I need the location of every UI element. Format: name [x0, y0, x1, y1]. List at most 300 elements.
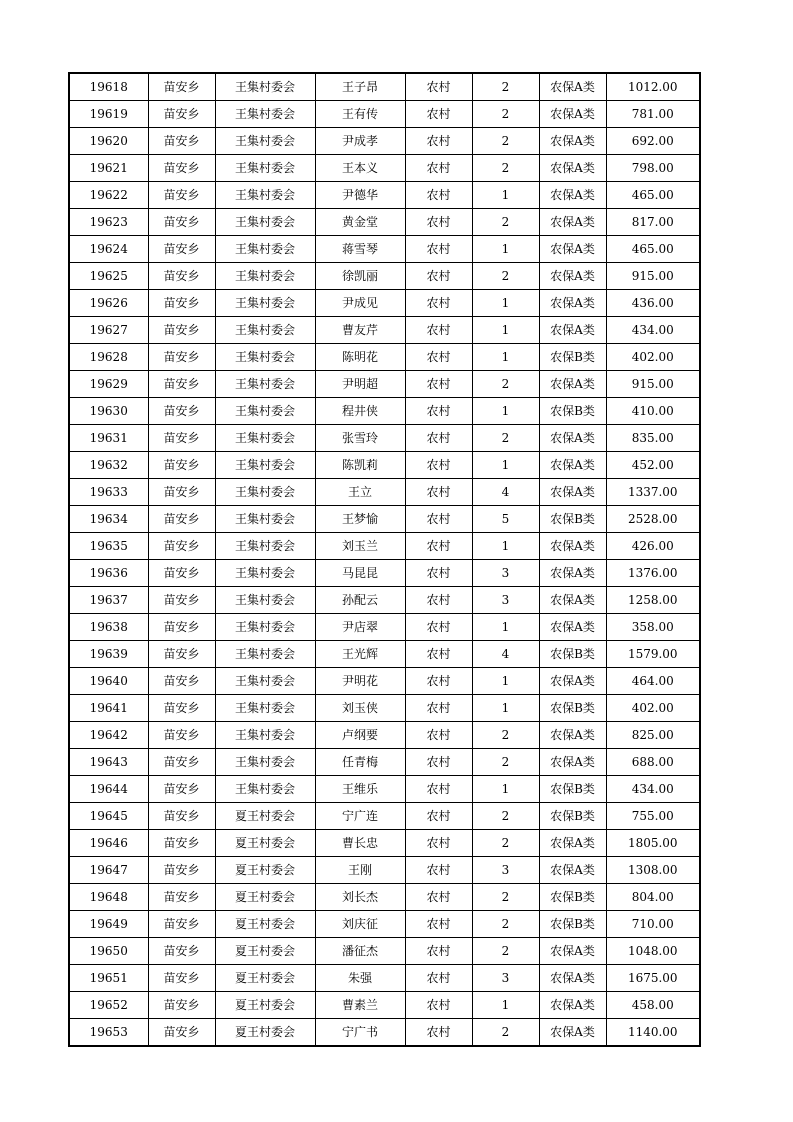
table-row	[69, 73, 700, 101]
insurance-category-cell: 农保A类	[539, 560, 606, 587]
amount-cell: 402.00	[606, 344, 700, 371]
table-row	[69, 614, 700, 641]
table-row	[69, 857, 700, 884]
record-id-cell: 19637	[69, 587, 148, 614]
record-id-cell: 19652	[69, 992, 148, 1019]
area-type-cell: 农村	[405, 73, 472, 101]
table-row	[69, 1019, 700, 1047]
village-committee-cell: 王集村委会	[215, 371, 315, 398]
village-committee-cell: 夏王村委会	[215, 803, 315, 830]
area-type-cell: 农村	[405, 884, 472, 911]
amount-cell: 817.00	[606, 209, 700, 236]
area-type-cell: 农村	[405, 344, 472, 371]
amount-cell: 915.00	[606, 263, 700, 290]
area-type-cell: 农村	[405, 857, 472, 884]
table-row	[69, 938, 700, 965]
township-cell: 苗安乡	[148, 884, 215, 911]
table-row	[69, 317, 700, 344]
amount-cell: 1805.00	[606, 830, 700, 857]
household-count-cell: 1	[472, 182, 539, 209]
amount-cell: 436.00	[606, 290, 700, 317]
area-type-cell: 农村	[405, 803, 472, 830]
area-type-cell: 农村	[405, 182, 472, 209]
area-type-cell: 农村	[405, 425, 472, 452]
table-row	[69, 425, 700, 452]
name-cell: 张雪玲	[315, 425, 405, 452]
township-cell: 苗安乡	[148, 803, 215, 830]
record-id-cell: 19627	[69, 317, 148, 344]
table-row	[69, 641, 700, 668]
insurance-category-cell: 农保A类	[539, 263, 606, 290]
household-count-cell: 2	[472, 155, 539, 182]
village-committee-cell: 王集村委会	[215, 479, 315, 506]
household-count-cell: 1	[472, 290, 539, 317]
name-cell: 陈明花	[315, 344, 405, 371]
name-cell: 尹明超	[315, 371, 405, 398]
village-committee-cell: 王集村委会	[215, 506, 315, 533]
village-committee-cell: 王集村委会	[215, 236, 315, 263]
insurance-category-cell: 农保B类	[539, 695, 606, 722]
township-cell: 苗安乡	[148, 452, 215, 479]
name-cell: 蒋雪琴	[315, 236, 405, 263]
household-count-cell: 2	[472, 371, 539, 398]
village-committee-cell: 王集村委会	[215, 398, 315, 425]
area-type-cell: 农村	[405, 560, 472, 587]
household-count-cell: 1	[472, 452, 539, 479]
township-cell: 苗安乡	[148, 73, 215, 101]
area-type-cell: 农村	[405, 695, 472, 722]
area-type-cell: 农村	[405, 830, 472, 857]
document-page	[68, 72, 699, 1047]
record-id-cell: 19633	[69, 479, 148, 506]
record-id-cell: 19635	[69, 533, 148, 560]
area-type-cell: 农村	[405, 965, 472, 992]
amount-cell: 1337.00	[606, 479, 700, 506]
name-cell: 曹素兰	[315, 992, 405, 1019]
township-cell: 苗安乡	[148, 911, 215, 938]
insurance-category-cell: 农保A类	[539, 533, 606, 560]
household-count-cell: 2	[472, 425, 539, 452]
township-cell: 苗安乡	[148, 857, 215, 884]
area-type-cell: 农村	[405, 668, 472, 695]
area-type-cell: 农村	[405, 776, 472, 803]
amount-cell: 434.00	[606, 776, 700, 803]
household-count-cell: 3	[472, 857, 539, 884]
name-cell: 任青梅	[315, 749, 405, 776]
village-committee-cell: 王集村委会	[215, 533, 315, 560]
record-id-cell: 19626	[69, 290, 148, 317]
area-type-cell: 农村	[405, 938, 472, 965]
amount-cell: 452.00	[606, 452, 700, 479]
insurance-category-cell: 农保A类	[539, 965, 606, 992]
township-cell: 苗安乡	[148, 722, 215, 749]
insurance-category-cell: 农保A类	[539, 101, 606, 128]
township-cell: 苗安乡	[148, 1019, 215, 1047]
insurance-category-cell: 农保A类	[539, 1019, 606, 1047]
area-type-cell: 农村	[405, 911, 472, 938]
record-id-cell: 19631	[69, 425, 148, 452]
township-cell: 苗安乡	[148, 479, 215, 506]
amount-cell: 410.00	[606, 398, 700, 425]
table-row	[69, 776, 700, 803]
insurance-category-cell: 农保A类	[539, 128, 606, 155]
area-type-cell: 农村	[405, 452, 472, 479]
insurance-category-cell: 农保A类	[539, 290, 606, 317]
record-id-cell: 19621	[69, 155, 148, 182]
village-committee-cell: 王集村委会	[215, 587, 315, 614]
amount-cell: 781.00	[606, 101, 700, 128]
name-cell: 程井侠	[315, 398, 405, 425]
village-committee-cell: 王集村委会	[215, 182, 315, 209]
table-row	[69, 236, 700, 263]
township-cell: 苗安乡	[148, 992, 215, 1019]
record-id-cell: 19653	[69, 1019, 148, 1047]
amount-cell: 710.00	[606, 911, 700, 938]
area-type-cell: 农村	[405, 1019, 472, 1047]
amount-cell: 825.00	[606, 722, 700, 749]
record-id-cell: 19645	[69, 803, 148, 830]
area-type-cell: 农村	[405, 236, 472, 263]
amount-cell: 1140.00	[606, 1019, 700, 1047]
village-committee-cell: 夏王村委会	[215, 830, 315, 857]
record-id-cell: 19651	[69, 965, 148, 992]
insurance-category-cell: 农保A类	[539, 452, 606, 479]
village-committee-cell: 王集村委会	[215, 695, 315, 722]
record-id-cell: 19639	[69, 641, 148, 668]
insurance-category-cell: 农保A类	[539, 938, 606, 965]
name-cell: 尹店翠	[315, 614, 405, 641]
name-cell: 王刚	[315, 857, 405, 884]
township-cell: 苗安乡	[148, 155, 215, 182]
village-committee-cell: 夏王村委会	[215, 1019, 315, 1047]
name-cell: 刘长杰	[315, 884, 405, 911]
record-id-cell: 19646	[69, 830, 148, 857]
table-row	[69, 965, 700, 992]
name-cell: 尹成见	[315, 290, 405, 317]
table-row	[69, 695, 700, 722]
name-cell: 王维乐	[315, 776, 405, 803]
township-cell: 苗安乡	[148, 614, 215, 641]
name-cell: 马昆昆	[315, 560, 405, 587]
record-id-cell: 19624	[69, 236, 148, 263]
record-id-cell: 19641	[69, 695, 148, 722]
village-committee-cell: 夏王村委会	[215, 884, 315, 911]
insurance-category-cell: 农保A类	[539, 209, 606, 236]
amount-cell: 1308.00	[606, 857, 700, 884]
name-cell: 卢纲要	[315, 722, 405, 749]
village-committee-cell: 夏王村委会	[215, 938, 315, 965]
household-count-cell: 3	[472, 560, 539, 587]
table-row	[69, 722, 700, 749]
name-cell: 王有传	[315, 101, 405, 128]
insurance-category-cell: 农保B类	[539, 506, 606, 533]
name-cell: 尹明花	[315, 668, 405, 695]
amount-cell: 1048.00	[606, 938, 700, 965]
village-committee-cell: 王集村委会	[215, 290, 315, 317]
township-cell: 苗安乡	[148, 101, 215, 128]
township-cell: 苗安乡	[148, 128, 215, 155]
table-row	[69, 884, 700, 911]
insurance-category-cell: 农保B类	[539, 911, 606, 938]
area-type-cell: 农村	[405, 290, 472, 317]
name-cell: 黄金堂	[315, 209, 405, 236]
village-committee-cell: 王集村委会	[215, 776, 315, 803]
beneficiary-table	[68, 72, 701, 1047]
name-cell: 王光辉	[315, 641, 405, 668]
insurance-category-cell: 农保B类	[539, 884, 606, 911]
insurance-category-cell: 农保B类	[539, 398, 606, 425]
insurance-category-cell: 农保A类	[539, 668, 606, 695]
area-type-cell: 农村	[405, 614, 472, 641]
table-row	[69, 263, 700, 290]
table-row	[69, 506, 700, 533]
insurance-category-cell: 农保A类	[539, 857, 606, 884]
village-committee-cell: 王集村委会	[215, 614, 315, 641]
amount-cell: 464.00	[606, 668, 700, 695]
household-count-cell: 2	[472, 263, 539, 290]
insurance-category-cell: 农保A类	[539, 587, 606, 614]
name-cell: 王立	[315, 479, 405, 506]
name-cell: 徐凯丽	[315, 263, 405, 290]
record-id-cell: 19618	[69, 73, 148, 101]
village-committee-cell: 王集村委会	[215, 344, 315, 371]
record-id-cell: 19628	[69, 344, 148, 371]
table-row	[69, 128, 700, 155]
name-cell: 刘庆征	[315, 911, 405, 938]
insurance-category-cell: 农保A类	[539, 73, 606, 101]
amount-cell: 804.00	[606, 884, 700, 911]
household-count-cell: 2	[472, 938, 539, 965]
table-row	[69, 587, 700, 614]
amount-cell: 1376.00	[606, 560, 700, 587]
record-id-cell: 19629	[69, 371, 148, 398]
name-cell: 朱强	[315, 965, 405, 992]
household-count-cell: 2	[472, 749, 539, 776]
record-id-cell: 19649	[69, 911, 148, 938]
township-cell: 苗安乡	[148, 533, 215, 560]
insurance-category-cell: 农保A类	[539, 479, 606, 506]
table-body	[69, 73, 700, 1046]
household-count-cell: 1	[472, 398, 539, 425]
record-id-cell: 19642	[69, 722, 148, 749]
table-row	[69, 452, 700, 479]
household-count-cell: 2	[472, 73, 539, 101]
insurance-category-cell: 农保B类	[539, 641, 606, 668]
area-type-cell: 农村	[405, 506, 472, 533]
amount-cell: 426.00	[606, 533, 700, 560]
amount-cell: 1258.00	[606, 587, 700, 614]
record-id-cell: 19625	[69, 263, 148, 290]
insurance-category-cell: 农保A类	[539, 722, 606, 749]
record-id-cell: 19619	[69, 101, 148, 128]
area-type-cell: 农村	[405, 533, 472, 560]
village-committee-cell: 王集村委会	[215, 425, 315, 452]
record-id-cell: 19643	[69, 749, 148, 776]
village-committee-cell: 王集村委会	[215, 641, 315, 668]
township-cell: 苗安乡	[148, 587, 215, 614]
name-cell: 尹德华	[315, 182, 405, 209]
amount-cell: 692.00	[606, 128, 700, 155]
insurance-category-cell: 农保B类	[539, 344, 606, 371]
household-count-cell: 2	[472, 830, 539, 857]
township-cell: 苗安乡	[148, 668, 215, 695]
area-type-cell: 农村	[405, 371, 472, 398]
household-count-cell: 2	[472, 884, 539, 911]
insurance-category-cell: 农保A类	[539, 749, 606, 776]
record-id-cell: 19644	[69, 776, 148, 803]
household-count-cell: 1	[472, 992, 539, 1019]
name-cell: 刘玉侠	[315, 695, 405, 722]
village-committee-cell: 王集村委会	[215, 155, 315, 182]
table-row	[69, 749, 700, 776]
name-cell: 陈凯莉	[315, 452, 405, 479]
table-row	[69, 101, 700, 128]
township-cell: 苗安乡	[148, 749, 215, 776]
household-count-cell: 2	[472, 722, 539, 749]
table-row	[69, 290, 700, 317]
name-cell: 宁广书	[315, 1019, 405, 1047]
amount-cell: 2528.00	[606, 506, 700, 533]
township-cell: 苗安乡	[148, 938, 215, 965]
household-count-cell: 1	[472, 533, 539, 560]
village-committee-cell: 王集村委会	[215, 749, 315, 776]
table-row	[69, 803, 700, 830]
township-cell: 苗安乡	[148, 182, 215, 209]
village-committee-cell: 王集村委会	[215, 128, 315, 155]
household-count-cell: 2	[472, 911, 539, 938]
household-count-cell: 1	[472, 668, 539, 695]
household-count-cell: 1	[472, 695, 539, 722]
table-row	[69, 155, 700, 182]
township-cell: 苗安乡	[148, 506, 215, 533]
amount-cell: 402.00	[606, 695, 700, 722]
township-cell: 苗安乡	[148, 290, 215, 317]
table-row	[69, 479, 700, 506]
name-cell: 王本义	[315, 155, 405, 182]
household-count-cell: 4	[472, 641, 539, 668]
township-cell: 苗安乡	[148, 830, 215, 857]
township-cell: 苗安乡	[148, 371, 215, 398]
table-row	[69, 560, 700, 587]
name-cell: 尹成孝	[315, 128, 405, 155]
record-id-cell: 19630	[69, 398, 148, 425]
insurance-category-cell: 农保A类	[539, 992, 606, 1019]
insurance-category-cell: 农保A类	[539, 155, 606, 182]
amount-cell: 915.00	[606, 371, 700, 398]
area-type-cell: 农村	[405, 749, 472, 776]
township-cell: 苗安乡	[148, 695, 215, 722]
name-cell: 孙配云	[315, 587, 405, 614]
household-count-cell: 1	[472, 236, 539, 263]
record-id-cell: 19620	[69, 128, 148, 155]
area-type-cell: 农村	[405, 155, 472, 182]
insurance-category-cell: 农保B类	[539, 776, 606, 803]
table-row	[69, 209, 700, 236]
table-row	[69, 668, 700, 695]
village-committee-cell: 王集村委会	[215, 209, 315, 236]
village-committee-cell: 王集村委会	[215, 317, 315, 344]
amount-cell: 465.00	[606, 182, 700, 209]
insurance-category-cell: 农保B类	[539, 803, 606, 830]
area-type-cell: 农村	[405, 101, 472, 128]
village-committee-cell: 王集村委会	[215, 101, 315, 128]
area-type-cell: 农村	[405, 722, 472, 749]
amount-cell: 1012.00	[606, 73, 700, 101]
area-type-cell: 农村	[405, 479, 472, 506]
township-cell: 苗安乡	[148, 398, 215, 425]
area-type-cell: 农村	[405, 398, 472, 425]
name-cell: 潘征杰	[315, 938, 405, 965]
record-id-cell: 19640	[69, 668, 148, 695]
area-type-cell: 农村	[405, 209, 472, 236]
table-row	[69, 182, 700, 209]
amount-cell: 1675.00	[606, 965, 700, 992]
village-committee-cell: 夏王村委会	[215, 992, 315, 1019]
record-id-cell: 19622	[69, 182, 148, 209]
amount-cell: 465.00	[606, 236, 700, 263]
household-count-cell: 4	[472, 479, 539, 506]
name-cell: 曹长忠	[315, 830, 405, 857]
record-id-cell: 19636	[69, 560, 148, 587]
household-count-cell: 3	[472, 587, 539, 614]
record-id-cell: 19638	[69, 614, 148, 641]
amount-cell: 688.00	[606, 749, 700, 776]
insurance-category-cell: 农保A类	[539, 614, 606, 641]
table-row	[69, 533, 700, 560]
name-cell: 宁广连	[315, 803, 405, 830]
insurance-category-cell: 农保A类	[539, 425, 606, 452]
area-type-cell: 农村	[405, 992, 472, 1019]
area-type-cell: 农村	[405, 317, 472, 344]
household-count-cell: 1	[472, 614, 539, 641]
village-committee-cell: 王集村委会	[215, 73, 315, 101]
township-cell: 苗安乡	[148, 236, 215, 263]
amount-cell: 458.00	[606, 992, 700, 1019]
amount-cell: 835.00	[606, 425, 700, 452]
name-cell: 王子昂	[315, 73, 405, 101]
household-count-cell: 1	[472, 317, 539, 344]
township-cell: 苗安乡	[148, 776, 215, 803]
table-row	[69, 344, 700, 371]
name-cell: 王梦愉	[315, 506, 405, 533]
table-row	[69, 371, 700, 398]
household-count-cell: 2	[472, 209, 539, 236]
amount-cell: 358.00	[606, 614, 700, 641]
household-count-cell: 2	[472, 128, 539, 155]
insurance-category-cell: 农保A类	[539, 236, 606, 263]
record-id-cell: 19647	[69, 857, 148, 884]
household-count-cell: 2	[472, 1019, 539, 1047]
insurance-category-cell: 农保A类	[539, 317, 606, 344]
insurance-category-cell: 农保A类	[539, 182, 606, 209]
village-committee-cell: 王集村委会	[215, 263, 315, 290]
table-row	[69, 830, 700, 857]
village-committee-cell: 王集村委会	[215, 560, 315, 587]
village-committee-cell: 王集村委会	[215, 722, 315, 749]
township-cell: 苗安乡	[148, 560, 215, 587]
township-cell: 苗安乡	[148, 209, 215, 236]
table-row	[69, 911, 700, 938]
household-count-cell: 1	[472, 344, 539, 371]
village-committee-cell: 夏王村委会	[215, 911, 315, 938]
village-committee-cell: 夏王村委会	[215, 965, 315, 992]
amount-cell: 755.00	[606, 803, 700, 830]
area-type-cell: 农村	[405, 128, 472, 155]
area-type-cell: 农村	[405, 641, 472, 668]
household-count-cell: 2	[472, 803, 539, 830]
insurance-category-cell: 农保A类	[539, 830, 606, 857]
record-id-cell: 19650	[69, 938, 148, 965]
